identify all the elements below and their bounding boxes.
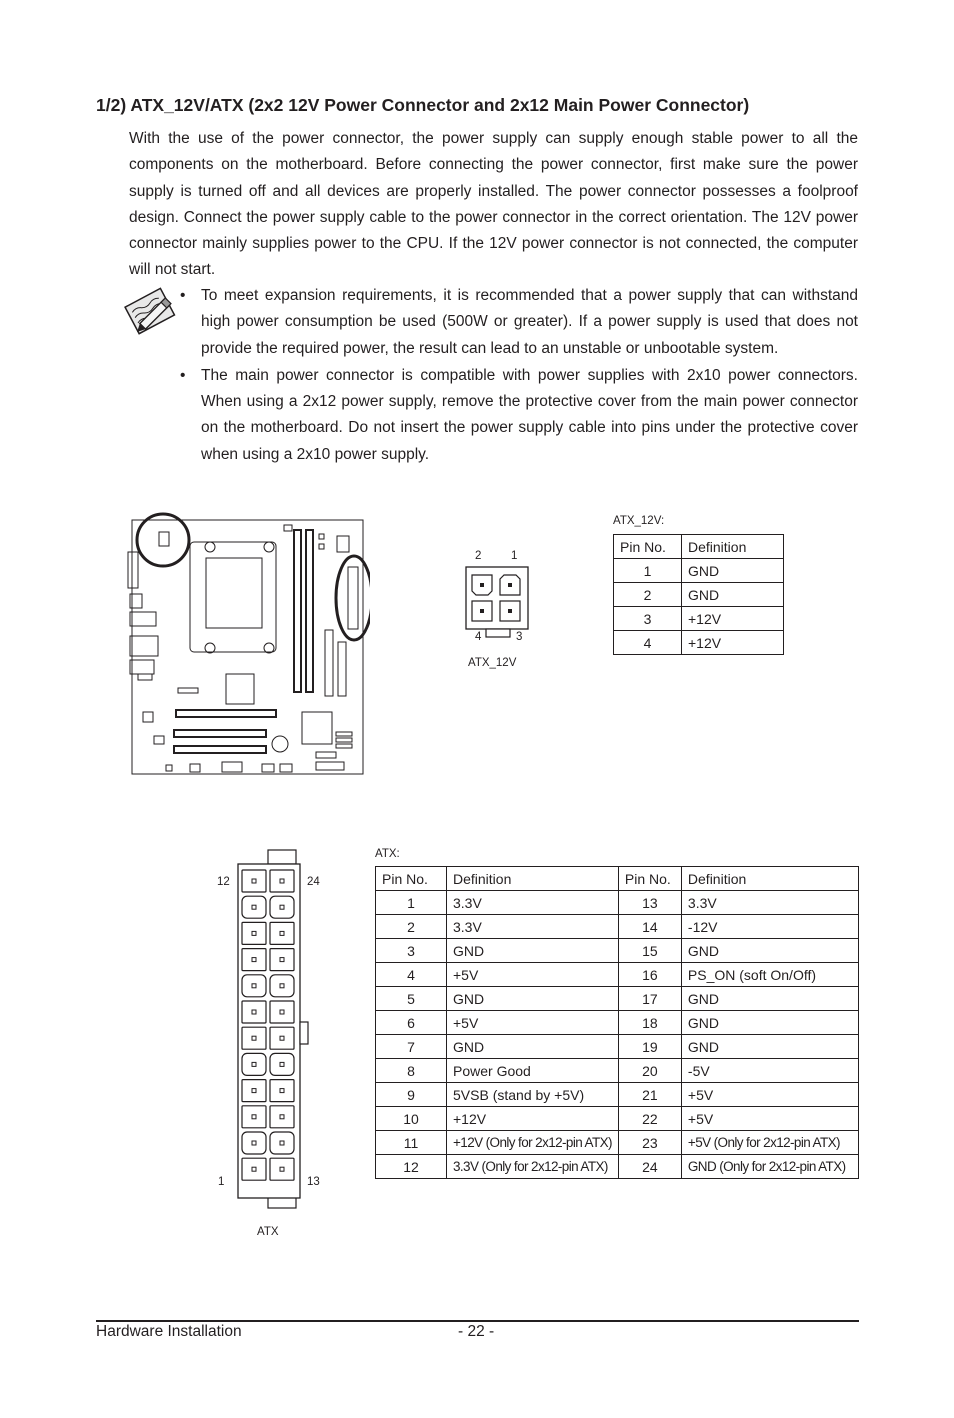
table-cell: 4: [376, 963, 447, 987]
table-cell: 2: [376, 915, 447, 939]
pin-socket: [242, 1001, 266, 1023]
table-cell: GND: [681, 1011, 858, 1035]
pin-socket: [242, 949, 266, 971]
table-cell: GND: [681, 939, 858, 963]
bullet-mark: •: [180, 366, 186, 384]
table-cell: +5V: [681, 1083, 858, 1107]
atx12v-connector-diagram: [460, 545, 540, 650]
note-pencil-icon: [124, 287, 180, 335]
table-cell: 3: [376, 939, 447, 963]
column-header: Pin No.: [618, 867, 681, 891]
table-cell: 1: [614, 559, 682, 583]
table-cell: 11: [376, 1131, 447, 1155]
table-row: [376, 891, 859, 915]
table-cell: 19: [618, 1035, 681, 1059]
atx-pin-label: 1: [218, 1176, 225, 1188]
table-row: [376, 1011, 859, 1035]
table-cell: GND: [447, 987, 619, 1011]
table-cell: 3: [614, 607, 682, 631]
column-header: Definition: [681, 867, 858, 891]
table-cell: GND (Only for 2x12-pin ATX): [681, 1155, 858, 1179]
table-cell: 24: [618, 1155, 681, 1179]
pin-socket: [270, 949, 294, 971]
table-cell: 1: [376, 891, 447, 915]
table-cell: 5: [376, 987, 447, 1011]
table-cell: 3.3V: [447, 891, 619, 915]
table-cell: 18: [618, 1011, 681, 1035]
atx12v-pin-label: 4: [475, 631, 482, 643]
table-row: [376, 1083, 859, 1107]
table-cell: +5V: [447, 1011, 619, 1035]
pin-socket: [270, 1106, 294, 1128]
table-header-row: [614, 535, 784, 559]
table-row: [376, 1155, 859, 1179]
table-row: [614, 631, 784, 655]
atx-diagram-label: ATX: [257, 1226, 279, 1238]
column-header: Definition: [447, 867, 619, 891]
page-number: - 22 -: [458, 1323, 495, 1340]
table-cell: 9: [376, 1083, 447, 1107]
pin-socket: [270, 1132, 294, 1154]
table-cell: 17: [618, 987, 681, 1011]
table-cell: GND: [681, 987, 858, 1011]
pin-socket: [270, 870, 294, 892]
table-cell: 22: [618, 1107, 681, 1131]
pin-socket: [242, 975, 266, 997]
footer-rule: [96, 1320, 859, 1322]
pin-socket: [242, 1053, 266, 1075]
table-cell: 7: [376, 1035, 447, 1059]
bullet-mark: •: [180, 287, 186, 304]
table-cell: +12V: [682, 631, 784, 655]
table-cell: 21: [618, 1083, 681, 1107]
table-cell: 6: [376, 1011, 447, 1035]
table-cell: 14: [618, 915, 681, 939]
pin-socket: [242, 1158, 266, 1180]
column-header: Pin No.: [614, 535, 682, 559]
table-cell: 12: [376, 1155, 447, 1179]
pin-socket: [242, 1080, 266, 1102]
motherboard-layout-diagram: [126, 512, 370, 778]
table-row: [376, 1059, 859, 1083]
pin-socket: [270, 1001, 294, 1023]
table-cell: 3.3V: [447, 915, 619, 939]
note-item: [178, 363, 858, 468]
table-cell: +5V (Only for 2x12-pin ATX): [681, 1131, 858, 1155]
atx-caption: ATX:: [375, 848, 400, 860]
pin-socket: [242, 1027, 266, 1049]
intro-paragraph: With the use of the power connector, the power supply can supply enough stable power to all the components on the motherboard. Before connecting the power connector, first make sure the power supply is turned off and all devices are properly installed. The power connector possesses a foolproof design. Connect the power supply cable to the power connector in the correct orientation. The 12V power connector mainly supplies power to the CPU. If the 12V power connector is not connected, the computer will not start.: [129, 130, 858, 279]
atx12v-pin-label: 1: [511, 550, 518, 562]
pin-socket: [270, 1080, 294, 1102]
table-row: [614, 607, 784, 631]
pin-socket: [242, 1106, 266, 1128]
table-cell: +5V: [681, 1107, 858, 1131]
table-row: [376, 963, 859, 987]
table-row: [376, 987, 859, 1011]
atx-connector-diagram: [234, 848, 314, 1230]
table-cell: 20: [618, 1059, 681, 1083]
column-header: Pin No.: [376, 867, 447, 891]
table-cell: 3.3V (Only for 2x12-pin ATX): [447, 1155, 619, 1179]
atx-pin-label: 12: [217, 876, 230, 888]
table-cell: GND: [447, 939, 619, 963]
table-cell: GND: [682, 583, 784, 607]
pin-socket: [242, 1132, 266, 1154]
table-cell: 3.3V: [681, 891, 858, 915]
table-row: [614, 583, 784, 607]
table-row: [614, 559, 784, 583]
table-row: [376, 939, 859, 963]
atx-pin-label: 13: [307, 1176, 320, 1188]
table-cell: Power Good: [447, 1059, 619, 1083]
table-cell: +12V: [447, 1107, 619, 1131]
table-cell: +12V (Only for 2x12-pin ATX): [447, 1131, 619, 1155]
table-cell: 15: [618, 939, 681, 963]
pin-socket: [270, 922, 294, 944]
table-cell: 23: [618, 1131, 681, 1155]
pin-socket: [270, 896, 294, 918]
note-item: [178, 283, 858, 362]
atx12v-pin-label: 3: [516, 631, 523, 643]
table-cell: 8: [376, 1059, 447, 1083]
section-heading: 1/2) ATX_12V/ATX (2x2 12V Power Connector and 2x12 Main Power Connector): [96, 95, 750, 115]
atx12v-pin-label: 2: [475, 550, 482, 562]
table-cell: +5V: [447, 963, 619, 987]
table-cell: GND: [682, 559, 784, 583]
table-cell: 13: [618, 891, 681, 915]
table-cell: 5VSB (stand by +5V): [447, 1083, 619, 1107]
column-header: Definition: [682, 535, 784, 559]
pin-socket: [270, 975, 294, 997]
note-text: To meet expansion requirements, it is recommended that a power supply that can withstand high power consumption be used (500W or greater). If a power supply is used that does not provide the required power, the result can lead to an unstable or unbootable system.: [201, 287, 858, 357]
pin-socket: [270, 1027, 294, 1049]
table-cell: PS_ON (soft On/Off): [681, 963, 858, 987]
atx12v-caption: ATX_12V:: [613, 515, 665, 527]
table-row: [376, 915, 859, 939]
table-cell: 10: [376, 1107, 447, 1131]
table-cell: GND: [681, 1035, 858, 1059]
pin-socket: [270, 1158, 294, 1180]
footer-section-name: Hardware Installation: [96, 1323, 242, 1340]
table-row: [376, 1107, 859, 1131]
table-cell: +12V: [682, 607, 784, 631]
atx12v-diagram-label: ATX_12V: [468, 657, 517, 669]
note-text: The main power connector is compatible with power supplies with 2x10 power connectors. When using a 2x12 power supply, remove the protective cover from the main power connector on the motherboard. Do not insert the power supply cable into pins under the protective cover when using a 2x10 power supply.: [201, 366, 858, 463]
pin-socket: [242, 922, 266, 944]
atx12v-pin-table: [613, 534, 784, 655]
pin-socket: [270, 1053, 294, 1075]
pin-socket: [242, 896, 266, 918]
table-cell: GND: [447, 1035, 619, 1059]
atx-pin-table: [375, 866, 859, 1179]
table-row: [376, 1035, 859, 1059]
note-list: [178, 283, 858, 469]
table-cell: 2: [614, 583, 682, 607]
table-row: [376, 1131, 859, 1155]
pin-socket: [242, 870, 266, 892]
table-cell: -12V: [681, 915, 858, 939]
table-cell: 16: [618, 963, 681, 987]
atx-pin-label: 24: [307, 876, 320, 888]
table-header-row: [376, 867, 859, 891]
table-cell: -5V: [681, 1059, 858, 1083]
table-cell: 4: [614, 631, 682, 655]
